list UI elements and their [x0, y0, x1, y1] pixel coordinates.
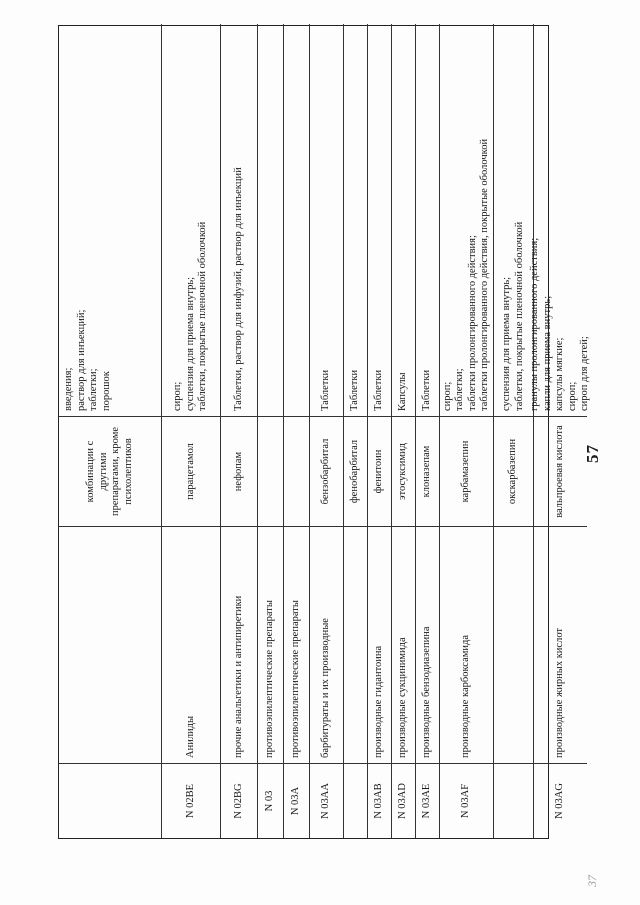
- group-name-cell: производные бензодиазепина: [416, 526, 440, 763]
- inn-cell: вальпроевая кислота: [534, 416, 587, 526]
- group-name-cell: Анилиды: [162, 526, 221, 763]
- dosage-form-cell: [258, 24, 284, 416]
- dosage-form-cell: [284, 24, 310, 416]
- dosage-form-cell: Капсулы: [392, 24, 416, 416]
- dosage-form-cell: сироп; суспензия для приема внутрь; таблетки, покрытые пленочной оболочкой: [162, 24, 221, 416]
- group-name-cell: [494, 526, 534, 763]
- inn-cell: карбамазепин: [440, 416, 494, 526]
- dosage-form-cell: Таблетки: [310, 24, 344, 416]
- group-name-cell: прочие анальгетики и антипиретики: [221, 526, 258, 763]
- atc-code-cell: N 03AB: [368, 763, 392, 838]
- inn-cell: окскарбазепин: [494, 416, 534, 526]
- dosage-form-cell: Таблетки: [416, 24, 440, 416]
- dosage-form-cell: суспензия для приема внутрь; таблетки, покрытые пленочной оболочкой: [494, 24, 534, 416]
- inn-cell: клоназепам: [416, 416, 440, 526]
- atc-code-cell: [344, 763, 368, 838]
- inn-cell: этосуксимид: [392, 416, 416, 526]
- atc-code-cell: N 03AD: [392, 763, 416, 838]
- drug-table: [58, 25, 591, 839]
- inn-cell: нефопам: [221, 416, 258, 526]
- atc-code-cell: N 02BE: [162, 763, 221, 838]
- inn-cell: [284, 416, 310, 526]
- dosage-form-cell: Таблетки, раствор для инфузий, раствор для инъекций: [221, 24, 258, 416]
- atc-code-cell: N 03AF: [440, 763, 494, 838]
- dosage-form-cell: сироп; таблетки; таблетки пролонгированного действия; таблетки пролонгированного действия, покрытые оболочкой: [440, 24, 494, 416]
- atc-code-cell: N 03: [258, 763, 284, 838]
- group-name-cell: барбитураты и их производные: [310, 526, 344, 763]
- group-name-cell: [59, 526, 162, 763]
- dosage-form-cell: введения; раствор для инъекций; таблетки; порошок: [59, 24, 162, 416]
- inn-cell: парацетамол: [162, 416, 221, 526]
- group-name-cell: противоэпилептические препараты: [284, 526, 310, 763]
- group-name-cell: производные жирных кислот: [534, 526, 587, 763]
- inn-cell: комбинации с другими препаратами, кроме психолептиков: [59, 416, 162, 526]
- group-name-cell: [344, 526, 368, 763]
- atc-code-cell: N 03AE: [416, 763, 440, 838]
- atc-code-cell: N 02BG: [221, 763, 258, 838]
- atc-code-cell: [59, 763, 162, 838]
- group-name-cell: производные гидантоина: [368, 526, 392, 763]
- pencil-page-mark: 37: [585, 875, 599, 887]
- group-name-cell: производные карбоксамида: [440, 526, 494, 763]
- atc-code-cell: [494, 763, 534, 838]
- inn-cell: бензобарбитал: [310, 416, 344, 526]
- inn-cell: фенитоин: [368, 416, 392, 526]
- inn-cell: фенобарбитал: [344, 416, 368, 526]
- dosage-form-cell: гранулы пролонгированного действия; капли для приема внутрь; капсулы мягкие; сироп; сироп для детей;: [529, 237, 591, 411]
- inn-cell: [258, 416, 284, 526]
- atc-code-cell: N 03A: [284, 763, 310, 838]
- atc-code-cell: N 03AG: [534, 763, 587, 838]
- atc-code-cell: N 03AA: [310, 763, 344, 838]
- dosage-form-cell: Таблетки: [368, 24, 392, 416]
- page-number: 57: [583, 444, 602, 463]
- group-name-cell: противоэпилептические препараты: [258, 526, 284, 763]
- dosage-form-cell: Таблетки: [344, 24, 368, 416]
- group-name-cell: производные сукцинимида: [392, 526, 416, 763]
